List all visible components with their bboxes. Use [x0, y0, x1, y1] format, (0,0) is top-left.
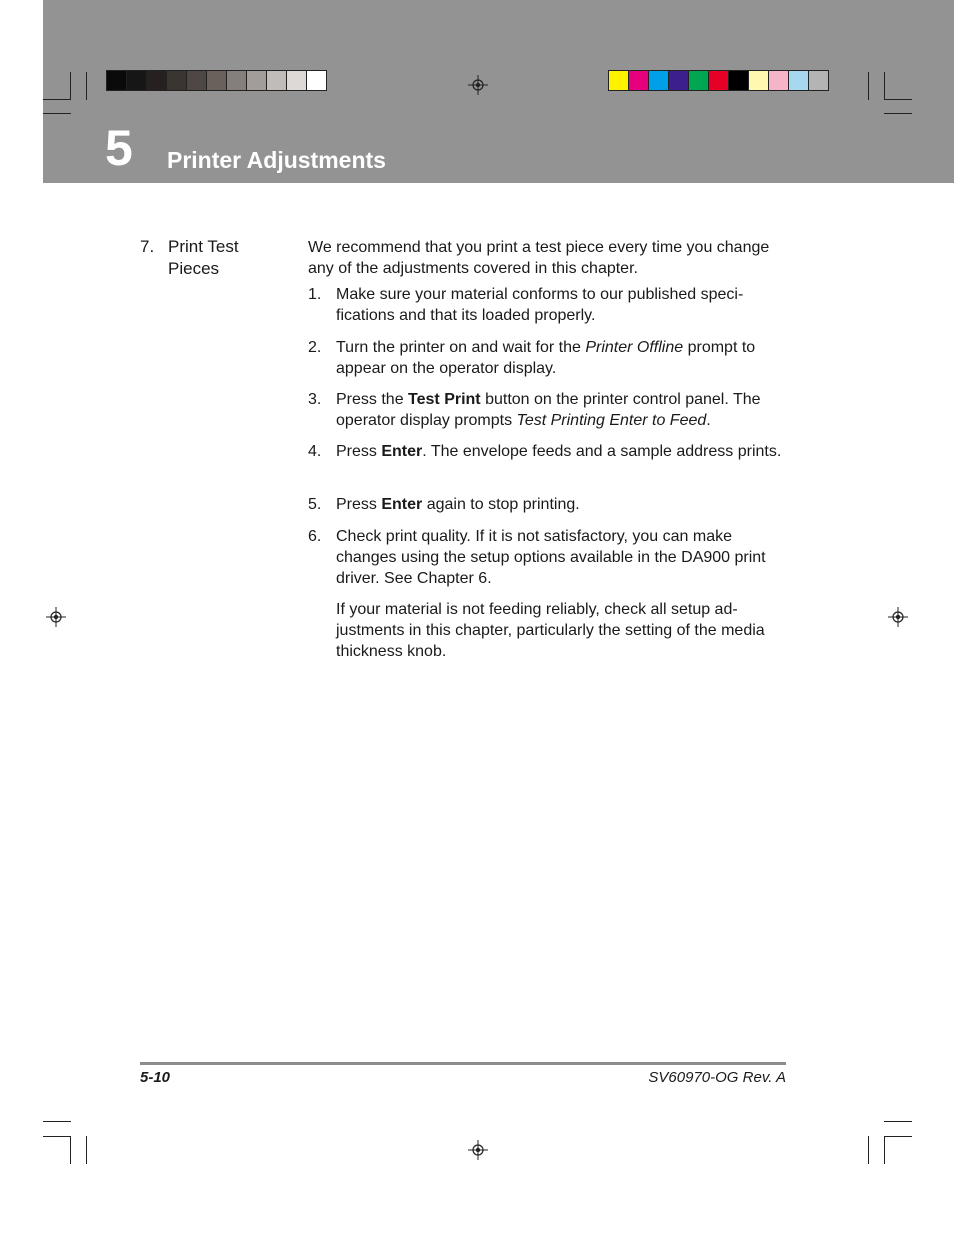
crop-mark — [884, 1121, 912, 1122]
crop-mark — [43, 99, 71, 100]
step-text-run: Press the — [336, 391, 409, 408]
step-text-run: Printer Offline — [585, 339, 684, 356]
step-text-run: Turn the printer on and wait for the — [336, 339, 586, 356]
color-swatch — [688, 70, 709, 91]
gray-color-bar — [106, 70, 326, 91]
crop-mark — [884, 113, 912, 114]
step-text-run: Test Print — [408, 391, 481, 408]
step-text — [336, 494, 786, 515]
step-text — [336, 526, 786, 589]
chapter-title: Printer Adjustments — [167, 147, 386, 173]
color-swatch — [728, 70, 749, 91]
step-number: 6. — [308, 528, 322, 545]
crop-mark — [884, 99, 912, 100]
troubleshooting-note: If your material is not feeding reliably, check all setup ad-justments in this chapter, particularly the setting of the media thickness knob. — [336, 601, 765, 660]
footer-rule — [140, 1062, 786, 1065]
color-swatch — [648, 70, 669, 91]
crop-mark — [70, 72, 71, 100]
step-text-run: Make sure your material conforms to our published speci-fications and that its loaded properly. — [336, 286, 744, 324]
color-swatch — [748, 70, 769, 91]
crop-mark — [884, 1136, 885, 1164]
step-text — [336, 284, 786, 326]
section-title: Print Test Pieces — [168, 237, 239, 278]
crop-mark — [70, 1136, 71, 1164]
step-text — [336, 389, 786, 431]
step-text-run: prompt to appear on the operator display. — [336, 339, 756, 377]
crop-mark — [868, 72, 869, 100]
document-id: SV60970-OG Rev. A — [648, 1069, 786, 1086]
color-swatch — [306, 70, 327, 91]
color-swatch — [146, 70, 167, 91]
step-text-run: button on the printer control panel. The operator display prompts — [336, 391, 761, 429]
registration-mark-icon — [468, 1140, 488, 1160]
color-swatch — [608, 70, 629, 91]
color-swatch — [768, 70, 789, 91]
color-swatch — [668, 70, 689, 91]
color-swatch — [246, 70, 267, 91]
color-swatch — [788, 70, 809, 91]
step-text-run: Check print quality. If it is not satisfactory, you can make changes using the setup options available in the DA900 print driver. See Chapter 6. — [336, 528, 766, 587]
step-text — [336, 441, 786, 462]
section-number: 7. — [140, 237, 155, 256]
color-swatch — [106, 70, 127, 91]
step-text-run: Press — [336, 443, 382, 460]
step-text-run: . The envelope feeds and a sample address prints. — [422, 443, 782, 460]
crop-mark — [884, 1136, 912, 1137]
color-swatch — [186, 70, 207, 91]
step-number: 1. — [308, 286, 322, 303]
crop-mark — [86, 72, 87, 100]
crop-mark — [86, 1136, 87, 1164]
page-number: 5-10 — [140, 1069, 171, 1086]
crop-mark — [43, 1121, 71, 1122]
crop-mark — [43, 1136, 71, 1137]
step-number: 5. — [308, 496, 322, 513]
color-swatch — [628, 70, 649, 91]
color-swatch — [126, 70, 147, 91]
color-swatch — [808, 70, 829, 91]
step-text-run: . — [706, 412, 711, 429]
crop-mark — [43, 113, 71, 114]
registration-mark-icon — [468, 75, 488, 95]
step-text-run: Press — [336, 496, 382, 513]
step-number: 2. — [308, 339, 322, 356]
step-number: 4. — [308, 443, 322, 460]
step-number: 3. — [308, 391, 322, 408]
section-intro: We recommend that you print a test piece every time you change any of the adjustments covered in this chapter. — [308, 239, 770, 277]
color-swatch — [166, 70, 187, 91]
color-swatch — [286, 70, 307, 91]
step-text-run: Enter — [381, 443, 423, 460]
color-swatch — [708, 70, 729, 91]
color-swatch — [266, 70, 287, 91]
color-swatch — [206, 70, 227, 91]
step-text-run: again to stop printing. — [422, 496, 580, 513]
crop-mark — [868, 1136, 869, 1164]
chapter-number: 5 — [105, 120, 133, 176]
color-swatch — [226, 70, 247, 91]
step-text — [336, 337, 786, 379]
crop-mark — [884, 72, 885, 100]
step-text-run: Enter — [381, 496, 423, 513]
step-text-run: Test Printing Enter to Feed — [516, 412, 707, 429]
process-color-bar — [608, 70, 828, 91]
registration-mark-icon — [46, 607, 66, 627]
registration-mark-icon — [888, 607, 908, 627]
